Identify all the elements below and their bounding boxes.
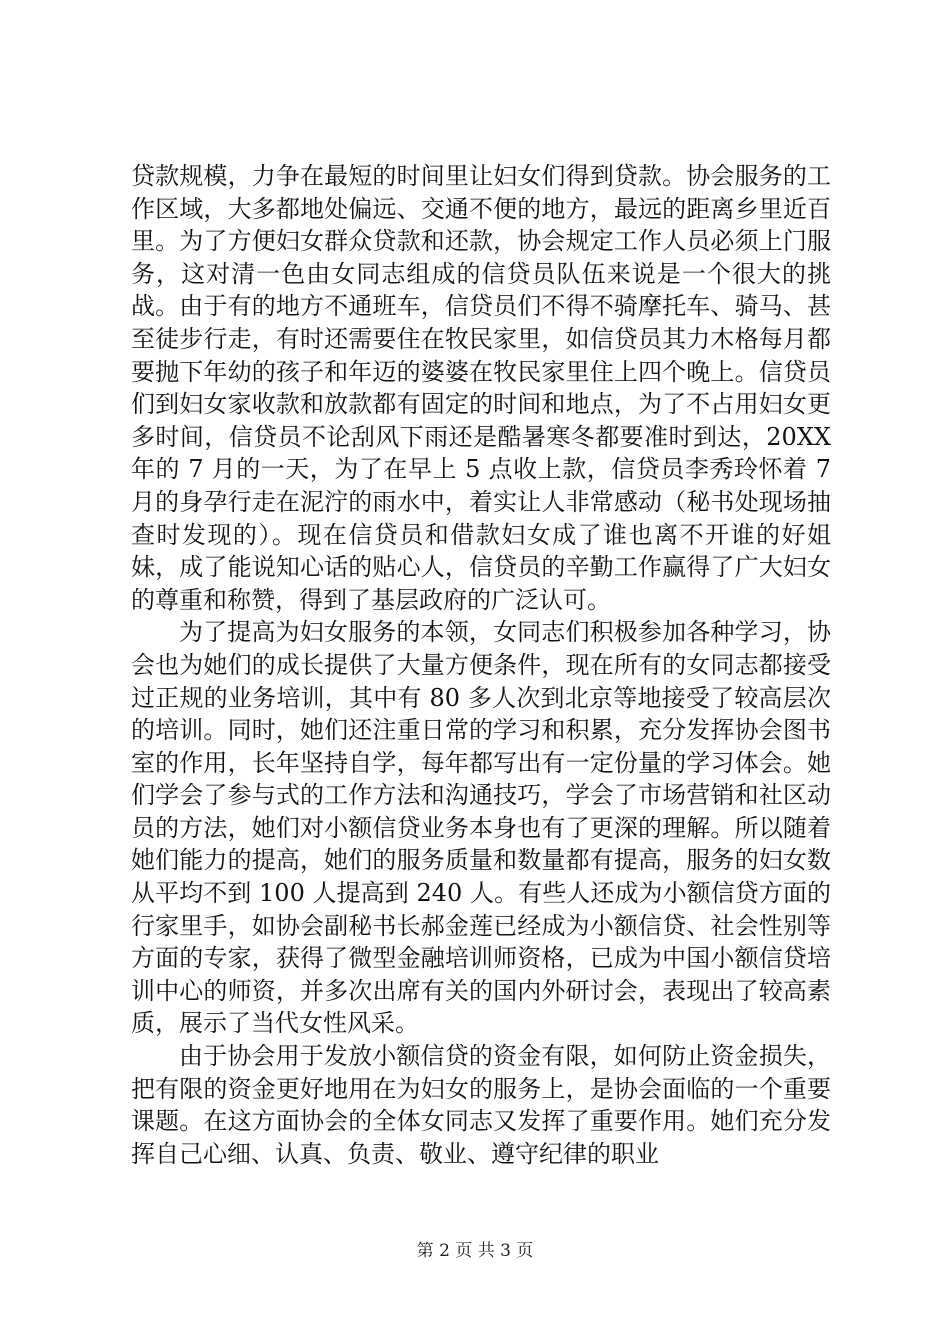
page-footer: 第 2 页 共 3 页 <box>416 1241 534 1261</box>
paragraph-2: 为了提高为妇女服务的本领，女同志们积极参加各种学习，协会也为她们的成长提供了大量方便条件，现在所有的女同志都接受过正规的业务培训，其中有 80 多人次到北京等地接受了较高层次的培训。同时，她们还注重日常的学习和积累，充分发挥协会图书室的作用，长年坚持自学，每年都写出有一定份量的学习体会。她们学会了参与式的工作方法和沟通技巧，学会了市场营销和社区动员的方法，她们对小额信贷业务本身也有了更深的理解。所以随着她们能力的提高，她们的服务质量和数量都有提高，服务的妇女数从平均不到 100 人提高到 240 人。有些人还成为小额信贷方面的行家里手，如协会副秘书长郝金莲已经成为小额信贷、社会性别等方面的专家，获得了微型金融培训师资格，已成为中国小额信贷培训中心的师资，并多次出席有关的国内外研讨会，表现出了较高素质，展示了当代女性风采。 <box>131 618 831 1038</box>
document-body <box>131 160 831 1170</box>
paragraph-1: 贷款规模，力争在最短的时间里让妇女们得到贷款。协会服务的工作区域，大多都地处偏远、交通不便的地方，最远的距离乡里近百里。为了方便妇女群众贷款和还款，协会规定工作人员必须上门服务，这对清一色由女同志组成的信贷员队伍来说是一个很大的挑战。由于有的地方不通班车，信贷员们不得不骑摩托车、骑马、甚至徒步行走，有时还需要住在牧民家里，如信贷员其力木格每月都要抛下年幼的孩子和年迈的婆婆在牧民家里住上四个晚上。信贷员们到妇女家收款和放款都有固定的时间和地点，为了不占用妇女更多时间，信贷员不论刮风下雨还是酷暑寒冬都要准时到达，20XX 年的 7 月的一天，为了在早上 5 点收上款，信贷员李秀玲怀着 7 月的身孕行走在泥泞的雨水中，着实让人非常感动（秘书处现场抽查时发现的）。现在信贷员和借款妇女成了谁也离不开谁的好姐妹，成了能说知心话的贴心人，信贷员的辛勤工作赢得了广大妇女的尊重和称赞，得到了基层政府的广泛认可。 <box>131 162 831 614</box>
paragraph-3: 由于协会用于发放小额信贷的资金有限，如何防止资金损失，把有限的资金更好地用在为妇女的服务上，是协会面临的一个重要课题。在这方面协会的全体女同志又发挥了重要作用。她们充分发挥自己心细、认真、负责、敬业、遵守纪律的职业 <box>131 1042 831 1168</box>
